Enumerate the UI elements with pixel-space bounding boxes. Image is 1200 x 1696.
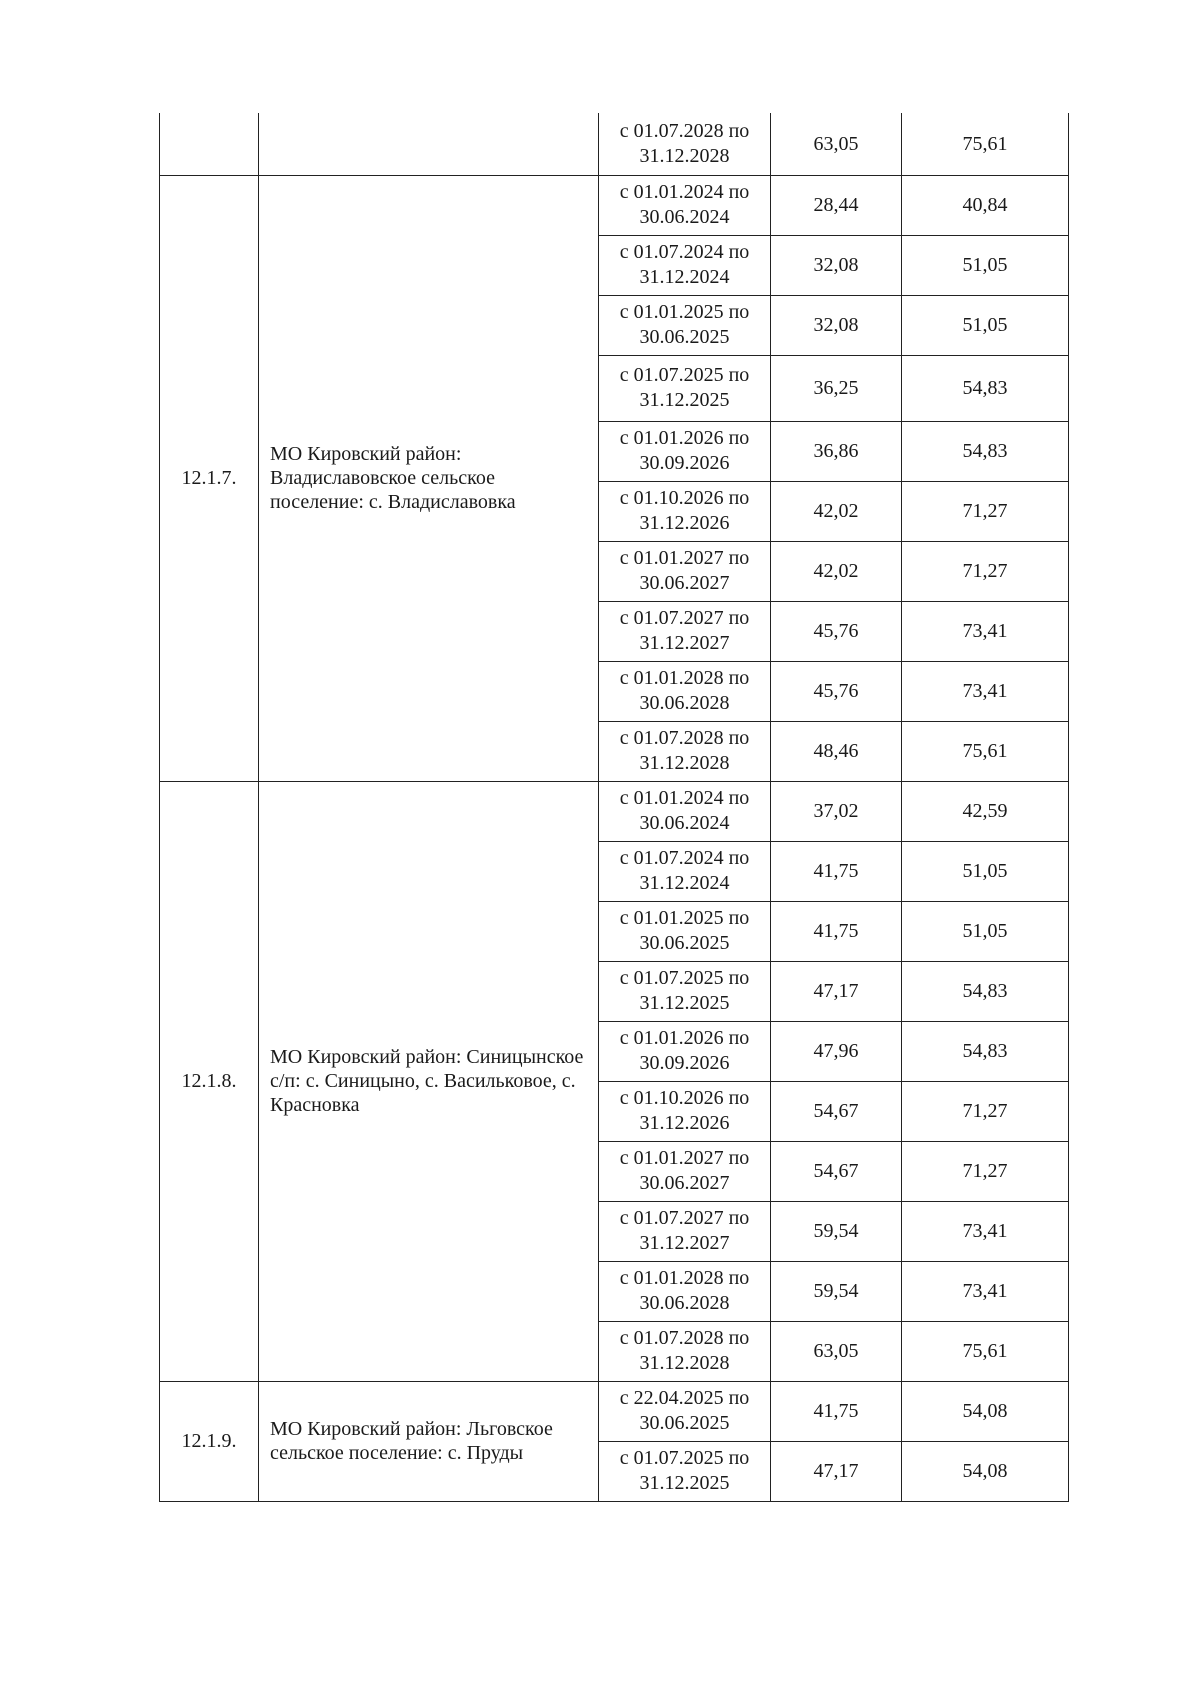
period-cell: с 01.07.2028 по 31.12.2028 — [599, 721, 771, 781]
period-cell: с 01.07.2028 по 31.12.2028 — [599, 1321, 771, 1381]
tariff-value-2: 51,05 — [902, 235, 1069, 295]
tariff-value-2: 71,27 — [902, 1081, 1069, 1141]
tariff-value-2: 75,61 — [902, 721, 1069, 781]
tariff-value-2: 73,41 — [902, 1201, 1069, 1261]
tariff-value-1: 41,75 — [771, 901, 902, 961]
period-cell: с 01.01.2025 по 30.06.2025 — [599, 295, 771, 355]
tariff-value-2: 71,27 — [902, 481, 1069, 541]
tariff-value-1: 54,67 — [771, 1081, 902, 1141]
tariff-value-1: 28,44 — [771, 175, 902, 235]
tariff-value-1: 41,75 — [771, 1381, 902, 1441]
period-cell: с 01.01.2024 по 30.06.2024 — [599, 781, 771, 841]
tariff-value-1: 36,25 — [771, 355, 902, 421]
tariff-value-2: 51,05 — [902, 901, 1069, 961]
tariff-value-1: 47,17 — [771, 1441, 902, 1501]
tariff-value-2: 71,27 — [902, 1141, 1069, 1201]
period-cell: с 01.01.2028 по 30.06.2028 — [599, 1261, 771, 1321]
tariff-value-2: 42,59 — [902, 781, 1069, 841]
tariff-value-1: 42,02 — [771, 481, 902, 541]
tariff-value-2: 51,05 — [902, 841, 1069, 901]
item-number: 12.1.7. — [160, 175, 259, 781]
tariff-value-1: 36,86 — [771, 421, 902, 481]
period-cell: с 01.01.2026 по 30.09.2026 — [599, 1021, 771, 1081]
tariff-value-2: 75,61 — [902, 113, 1069, 175]
period-cell: с 01.01.2024 по 30.06.2024 — [599, 175, 771, 235]
tariff-value-1: 59,54 — [771, 1261, 902, 1321]
period-cell: с 22.04.2025 по 30.06.2025 — [599, 1381, 771, 1441]
tariff-value-1: 47,17 — [771, 961, 902, 1021]
tariff-value-1: 63,05 — [771, 1321, 902, 1381]
tariff-value-1: 41,75 — [771, 841, 902, 901]
period-cell: с 01.07.2025 по 31.12.2025 — [599, 961, 771, 1021]
period-cell: с 01.01.2025 по 30.06.2025 — [599, 901, 771, 961]
item-number — [160, 113, 259, 175]
tariff-value-1: 45,76 — [771, 601, 902, 661]
period-cell: с 01.07.2028 по 31.12.2028 — [599, 113, 771, 175]
period-cell: с 01.01.2027 по 30.06.2027 — [599, 541, 771, 601]
item-number: 12.1.8. — [160, 781, 259, 1381]
tariff-value-2: 54,83 — [902, 355, 1069, 421]
tariff-value-2: 71,27 — [902, 541, 1069, 601]
tariff-value-1: 48,46 — [771, 721, 902, 781]
tariff-value-1: 54,67 — [771, 1141, 902, 1201]
settlement-name: МО Кировский район: Владиславовское сельское поселение: с. Владиславовка — [259, 175, 599, 781]
tariff-table-body — [160, 113, 1069, 1501]
table-row — [160, 781, 1069, 841]
settlement-name — [259, 113, 599, 175]
tariff-value-2: 54,08 — [902, 1381, 1069, 1441]
tariff-table — [159, 113, 1069, 1502]
tariff-value-1: 59,54 — [771, 1201, 902, 1261]
period-cell: с 01.07.2027 по 31.12.2027 — [599, 1201, 771, 1261]
table-row — [160, 1381, 1069, 1441]
settlement-name: МО Кировский район: Льговское сельское поселение: с. Пруды — [259, 1381, 599, 1501]
tariff-value-2: 54,83 — [902, 421, 1069, 481]
period-cell: с 01.01.2027 по 30.06.2027 — [599, 1141, 771, 1201]
table-row — [160, 175, 1069, 235]
period-cell: с 01.10.2026 по 31.12.2026 — [599, 1081, 771, 1141]
tariff-value-1: 37,02 — [771, 781, 902, 841]
period-cell: с 01.07.2025 по 31.12.2025 — [599, 1441, 771, 1501]
tariff-value-1: 32,08 — [771, 235, 902, 295]
tariff-value-2: 40,84 — [902, 175, 1069, 235]
tariff-value-1: 32,08 — [771, 295, 902, 355]
settlement-name: МО Кировский район: Синицынское с/п: с. Синицыно, с. Васильковое, с. Красновка — [259, 781, 599, 1381]
table-row — [160, 113, 1069, 175]
tariff-value-2: 73,41 — [902, 601, 1069, 661]
period-cell: с 01.07.2027 по 31.12.2027 — [599, 601, 771, 661]
period-cell: с 01.07.2025 по 31.12.2025 — [599, 355, 771, 421]
tariff-value-1: 47,96 — [771, 1021, 902, 1081]
tariff-value-2: 73,41 — [902, 1261, 1069, 1321]
tariff-value-2: 54,08 — [902, 1441, 1069, 1501]
item-number: 12.1.9. — [160, 1381, 259, 1501]
tariff-value-2: 54,83 — [902, 1021, 1069, 1081]
tariff-value-2: 54,83 — [902, 961, 1069, 1021]
period-cell: с 01.10.2026 по 31.12.2026 — [599, 481, 771, 541]
tariff-value-2: 51,05 — [902, 295, 1069, 355]
period-cell: с 01.07.2024 по 31.12.2024 — [599, 235, 771, 295]
tariff-value-1: 63,05 — [771, 113, 902, 175]
period-cell: с 01.07.2024 по 31.12.2024 — [599, 841, 771, 901]
tariff-value-1: 45,76 — [771, 661, 902, 721]
period-cell: с 01.01.2028 по 30.06.2028 — [599, 661, 771, 721]
period-cell: с 01.01.2026 по 30.09.2026 — [599, 421, 771, 481]
tariff-value-2: 73,41 — [902, 661, 1069, 721]
tariff-value-2: 75,61 — [902, 1321, 1069, 1381]
tariff-value-1: 42,02 — [771, 541, 902, 601]
